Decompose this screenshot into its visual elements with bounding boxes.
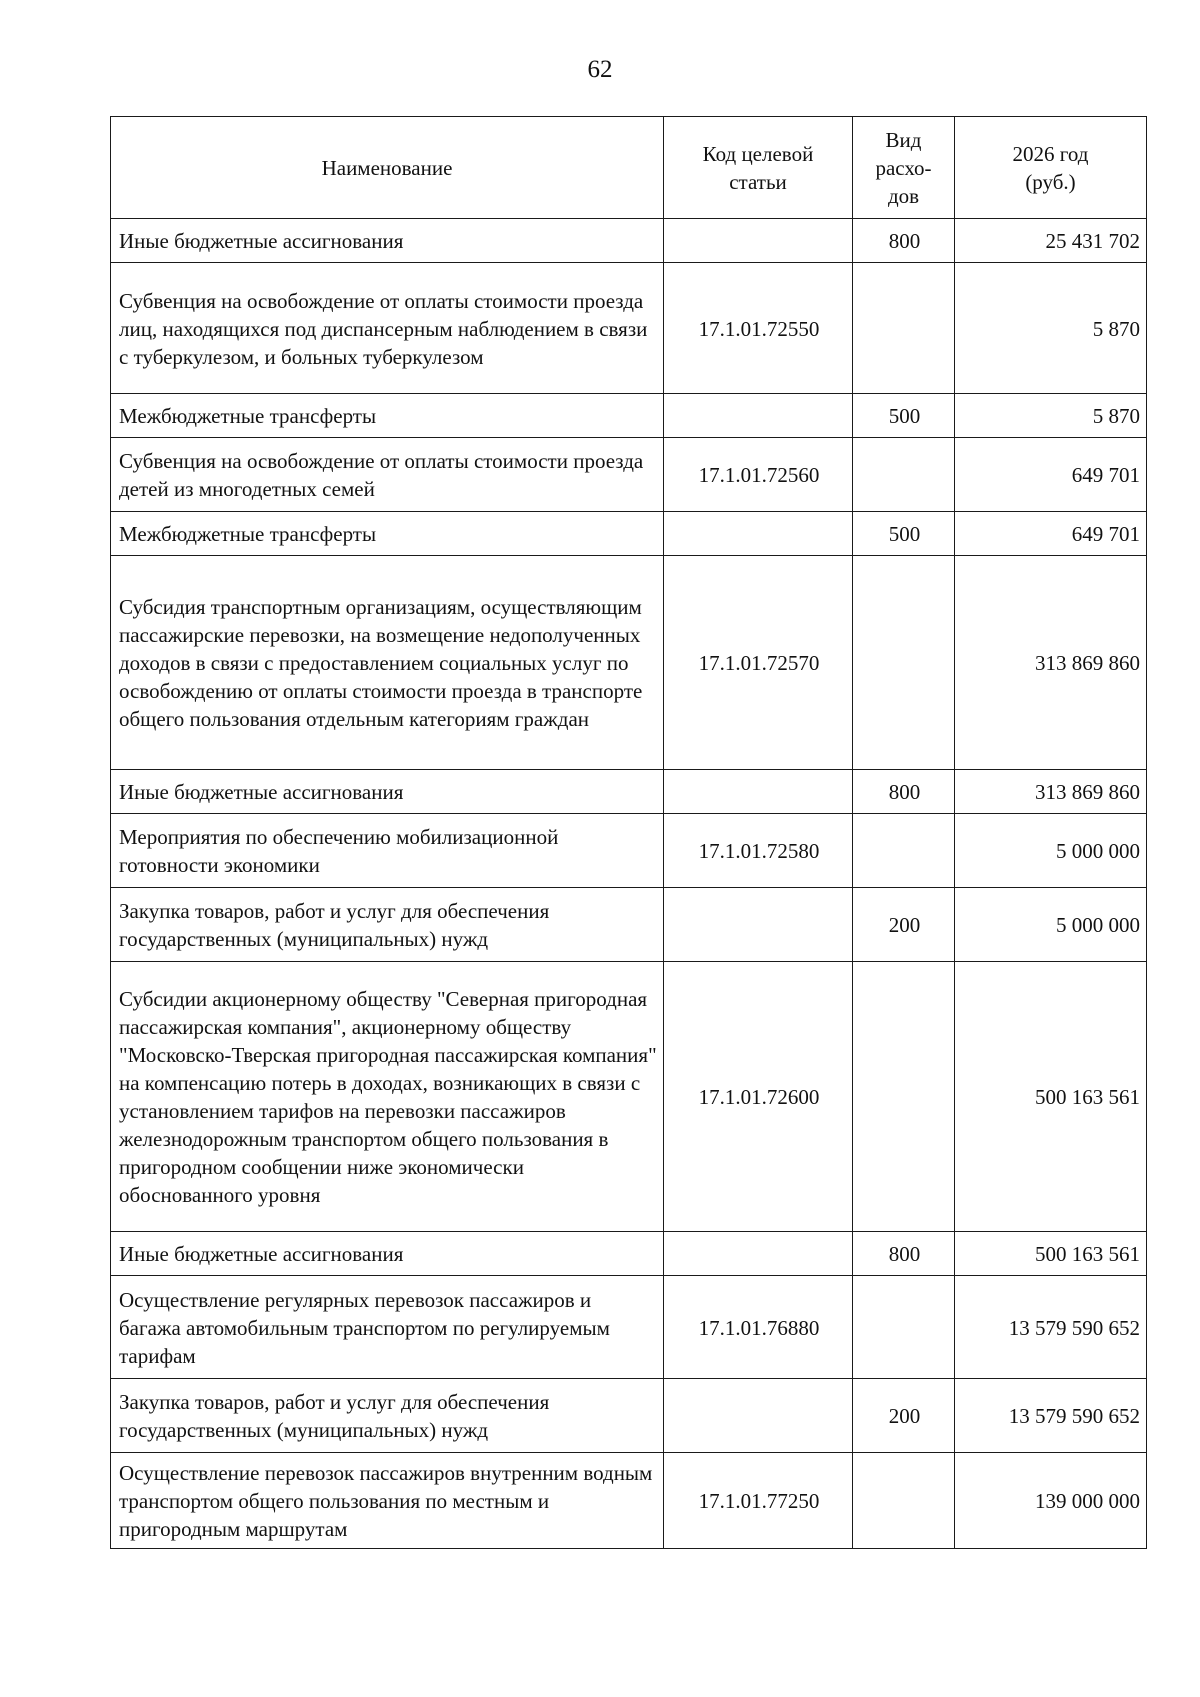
row-amount: 5 870: [955, 263, 1147, 394]
row-name: Субсидии акционерному обществу "Северная пригородная пассажирская компания", акционерному обществу "Московско-Тверская пригородная пассажирская компания" на компенсацию потерь в доходах, возникающих в связи с установлением тарифов на перевозки пассажиров железнодорожным транспортом общего пользования в пригородном сообщении ниже экономически обоснованного уровня: [111, 962, 664, 1232]
row-kind: 500: [853, 394, 955, 438]
table-row: [111, 1379, 1147, 1453]
row-amount: 500 163 561: [955, 962, 1147, 1232]
header-code: Код целевой статьи: [664, 117, 853, 219]
row-amount: 5 000 000: [955, 814, 1147, 888]
row-amount: 5 870: [955, 394, 1147, 438]
row-code: 17.1.01.72560: [664, 438, 853, 512]
row-name: Субвенция на освобождение от оплаты стоимости проезда лиц, находящихся под диспансерным наблюдением в связи с туберкулезом, и больных туберкулезом: [111, 263, 664, 394]
row-code: [664, 219, 853, 263]
row-kind: [853, 814, 955, 888]
row-kind: [853, 962, 955, 1232]
page-number: 62: [587, 56, 613, 83]
row-name: Осуществление перевозок пассажиров внутренним водным транспортом общего пользования по местным и пригородным маршрутам: [111, 1453, 664, 1549]
table-row: [111, 394, 1147, 438]
row-kind: 800: [853, 770, 955, 814]
row-name: Мероприятия по обеспечению мобилизационной готовности экономики: [111, 814, 664, 888]
row-code: 17.1.01.72550: [664, 263, 853, 394]
row-code: 17.1.01.72570: [664, 556, 853, 770]
table-row: [111, 219, 1147, 263]
row-amount: 139 000 000: [955, 1453, 1147, 1549]
row-kind: [853, 1453, 955, 1549]
row-code: 17.1.01.72600: [664, 962, 853, 1232]
row-name: Межбюджетные трансферты: [111, 512, 664, 556]
row-code: 17.1.01.72580: [664, 814, 853, 888]
row-name: Осуществление регулярных перевозок пассажиров и багажа автомобильным транспортом по регулируемым тарифам: [111, 1276, 664, 1379]
table-row: [111, 1232, 1147, 1276]
row-kind: 800: [853, 219, 955, 263]
row-amount: 5 000 000: [955, 888, 1147, 962]
table-row: [111, 770, 1147, 814]
row-kind: [853, 438, 955, 512]
row-amount: 649 701: [955, 512, 1147, 556]
row-kind: 800: [853, 1232, 955, 1276]
table-row: [111, 263, 1147, 394]
row-amount: 313 869 860: [955, 556, 1147, 770]
row-name: Субвенция на освобождение от оплаты стоимости проезда детей из многодетных семей: [111, 438, 664, 512]
row-code: [664, 770, 853, 814]
row-kind: [853, 263, 955, 394]
row-kind: [853, 556, 955, 770]
table-row: [111, 888, 1147, 962]
table-row: [111, 556, 1147, 770]
row-code: [664, 394, 853, 438]
table-row: [111, 512, 1147, 556]
table-row: [111, 438, 1147, 512]
table-row: [111, 1453, 1147, 1549]
table-row: [111, 814, 1147, 888]
row-amount: 500 163 561: [955, 1232, 1147, 1276]
table-row: [111, 962, 1147, 1232]
row-name: Иные бюджетные ассигнования: [111, 770, 664, 814]
row-name: Закупка товаров, работ и услуг для обеспечения государственных (муниципальных) нужд: [111, 1379, 664, 1453]
row-amount: 13 579 590 652: [955, 1276, 1147, 1379]
row-kind: [853, 1276, 955, 1379]
row-code: [664, 1232, 853, 1276]
row-kind: 200: [853, 888, 955, 962]
row-code: [664, 1379, 853, 1453]
row-kind: 500: [853, 512, 955, 556]
row-name: Иные бюджетные ассигнования: [111, 1232, 664, 1276]
header-year: 2026 год (руб.): [955, 117, 1147, 219]
table-header-row: [111, 117, 1147, 219]
header-kind: Вид расхо-дов: [853, 117, 955, 219]
budget-table: [110, 116, 1147, 1549]
row-amount: 313 869 860: [955, 770, 1147, 814]
row-name: Межбюджетные трансферты: [111, 394, 664, 438]
row-code: [664, 512, 853, 556]
row-amount: 13 579 590 652: [955, 1379, 1147, 1453]
row-kind: 200: [853, 1379, 955, 1453]
header-name: Наименование: [111, 117, 664, 219]
row-amount: 25 431 702: [955, 219, 1147, 263]
row-code: 17.1.01.77250: [664, 1453, 853, 1549]
row-code: 17.1.01.76880: [664, 1276, 853, 1379]
row-amount: 649 701: [955, 438, 1147, 512]
row-code: [664, 888, 853, 962]
row-name: Субсидия транспортным организациям, осуществляющим пассажирские перевозки, на возмещение недополученных доходов в связи с предоставлением социальных услуг по освобождению от оплаты стоимости проезда в транспорте общего пользования отдельным категориям граждан: [111, 556, 664, 770]
row-name: Иные бюджетные ассигнования: [111, 219, 664, 263]
row-name: Закупка товаров, работ и услуг для обеспечения государственных (муниципальных) нужд: [111, 888, 664, 962]
table-row: [111, 1276, 1147, 1379]
